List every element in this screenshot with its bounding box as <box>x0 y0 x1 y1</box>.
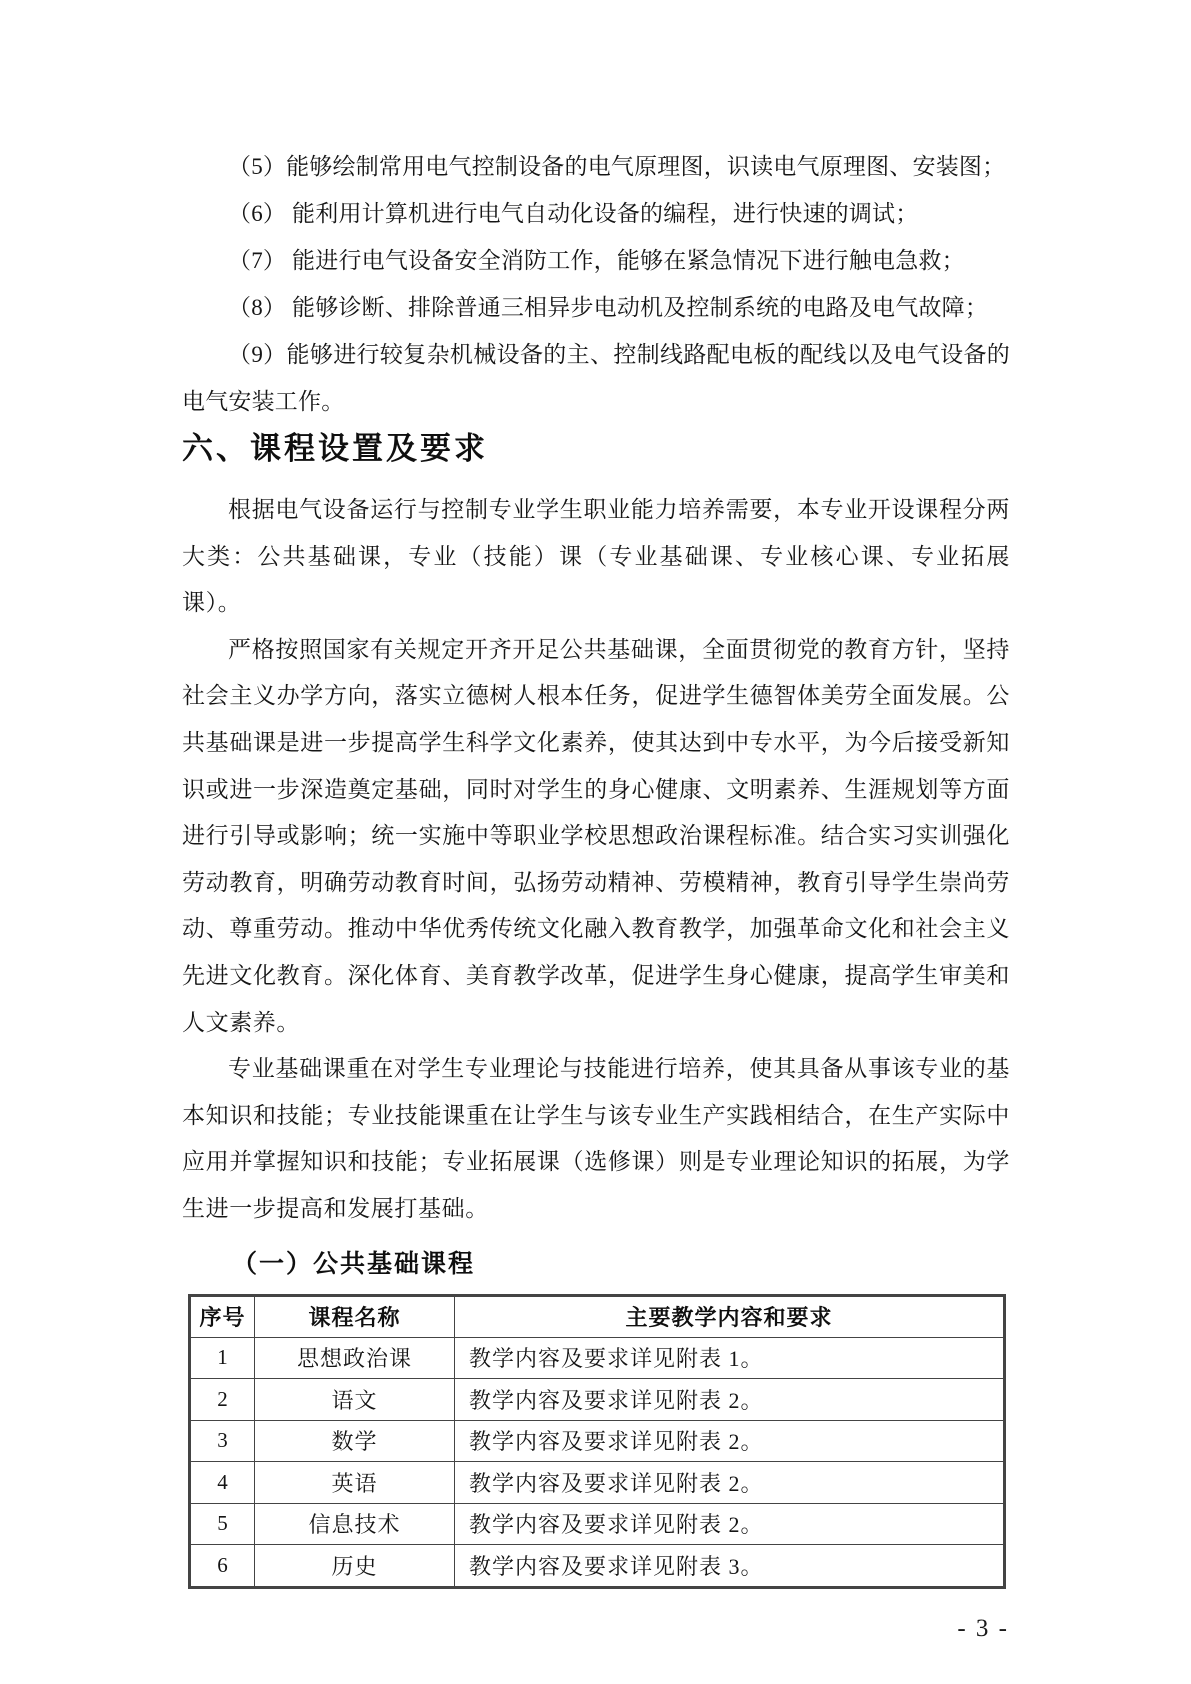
requirement-item-8: （8） 能够诊断、排除普通三相异步电动机及控制系统的电路及电气故障； <box>228 295 989 320</box>
cell-content: 教学内容及要求详见附表 2。 <box>455 1379 1005 1421</box>
column-header-index: 序号 <box>190 1295 255 1337</box>
cell-content: 教学内容及要求详见附表 2。 <box>455 1462 1005 1504</box>
requirement-item-7: （7） 能进行电气设备安全消防工作，能够在紧急情况下进行触电急救； <box>228 248 965 273</box>
cell-course-name: 信息技术 <box>255 1503 455 1545</box>
requirement-item-6: （6） 能利用计算机进行电气自动化设备的编程，进行快速的调试； <box>228 201 919 226</box>
column-header-course-name: 课程名称 <box>255 1295 455 1337</box>
cell-content: 教学内容及要求详见附表 3。 <box>455 1545 1005 1588</box>
table-row <box>190 1545 1005 1588</box>
cell-course-name: 语文 <box>255 1379 455 1421</box>
cell-course-name: 数学 <box>255 1420 455 1462</box>
cell-content: 教学内容及要求详见附表 2。 <box>455 1503 1005 1545</box>
table-row <box>190 1503 1005 1545</box>
table-row <box>190 1462 1005 1504</box>
paragraph-course-overview: 根据电气设备运行与控制专业学生职业能力培养需要，本专业开设课程分两大类：公共基础课，专业（技能）课（专业基础课、专业核心课、专业拓展课）。 <box>182 497 1010 616</box>
paragraph-professional-courses: 专业基础课重在对学生专业理论与技能进行培养，使其具备从事该专业的基本知识和技能；专业技能课重在让学生与该专业生产实践相结合，在生产实际中应用并掌握知识和技能；专业拓展课（选修课）则是专业理论知识的拓展，为学生进一步提高和发展打基础。 <box>182 1056 1010 1221</box>
table-row <box>190 1379 1005 1421</box>
table-row <box>190 1420 1005 1462</box>
cell-course-name: 历史 <box>255 1545 455 1588</box>
cell-index: 3 <box>190 1420 255 1462</box>
cell-index: 4 <box>190 1462 255 1504</box>
cell-content: 教学内容及要求详见附表 1。 <box>455 1337 1005 1379</box>
public-basic-courses-table <box>188 1294 1006 1589</box>
cell-index: 1 <box>190 1337 255 1379</box>
paragraph-public-basic-courses: 严格按照国家有关规定开齐开足公共基础课，全面贯彻党的教育方针，坚持社会主义办学方向，落实立德树人根本任务，促进学生德智体美劳全面发展。公共基础课是进一步提高学生科学文化素养，使其达到中专水平，为今后接受新知识或进一步深造奠定基础，同时对学生的身心健康、文明素养、生涯规划等方面进行引导或影响；统一实施中等职业学校思想政治课程标准。结合实习实训强化劳动教育，明确劳动教育时间，弘扬劳动精神、劳模精神，教育引导学生崇尚劳动、尊重劳动。推动中华优秀传统文化融入教育教学，加强革命文化和社会主义先进文化教育。深化体育、美育教学改革，促进学生身心健康，提高学生审美和人文素养。 <box>182 636 1010 1035</box>
column-header-content: 主要教学内容和要求 <box>455 1295 1005 1337</box>
section-heading: 六、课程设置及要求 <box>182 431 488 466</box>
table-row <box>190 1337 1005 1379</box>
cell-course-name: 英语 <box>255 1462 455 1504</box>
cell-content: 教学内容及要求详见附表 2。 <box>455 1420 1005 1462</box>
subsection-heading: （一）公共基础课程 <box>232 1249 476 1278</box>
requirement-item-9: （9）能够进行较复杂机械设备的主、控制线路配电板的配线以及电气设备的电气安装工作。 <box>182 342 1010 414</box>
cell-index: 6 <box>190 1545 255 1588</box>
cell-index: 2 <box>190 1379 255 1421</box>
table-header-row <box>190 1295 1005 1337</box>
cell-index: 5 <box>190 1503 255 1545</box>
cell-course-name: 思想政治课 <box>255 1337 455 1379</box>
page-number: - 3 - <box>957 1614 1009 1642</box>
requirement-item-5: （5）能够绘制常用电气控制设备的电气原理图，识读电气原理图、安装图； <box>228 154 1006 179</box>
